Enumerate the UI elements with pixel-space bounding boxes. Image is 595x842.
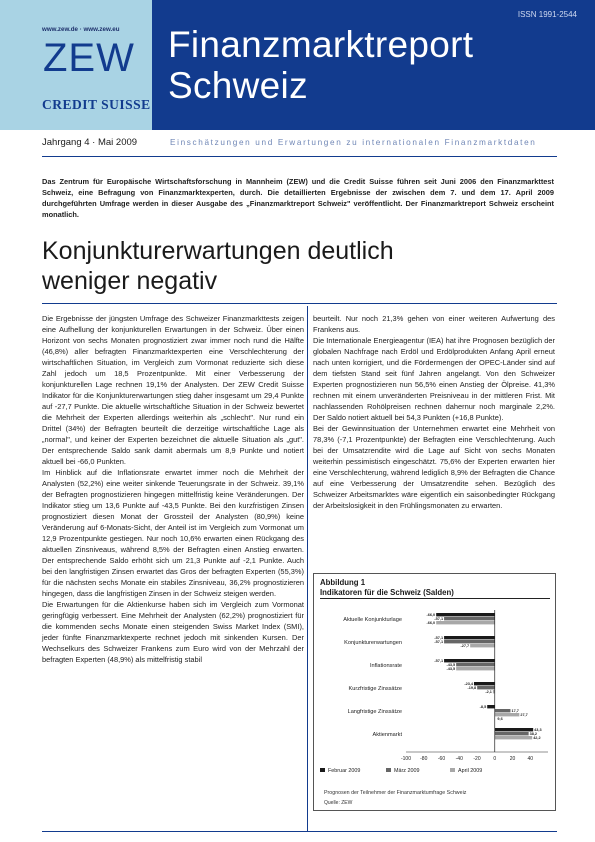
- legend-label: April 2009: [458, 768, 483, 774]
- bar: [487, 705, 495, 708]
- data-label: -27,7: [460, 644, 470, 649]
- bar: [495, 736, 532, 739]
- tagline: Einschätzungen und Erwartungen zu internationalen Finanzmarktdaten: [170, 138, 537, 147]
- data-label: -66,0: [426, 621, 436, 626]
- legend-label: Februar 2009: [328, 768, 361, 774]
- figure-label: Abbildung 1: [320, 578, 366, 587]
- bar: [444, 659, 495, 662]
- paragraph: Im Hinblick auf die Inflationsrate erwartet immer noch die Mehrheit der Analysten (52,2%) eine weiter sinkende Teuerungsrate in der Schweiz. 39,1% der Befragten prognostizieren hingegen mittelfristig keine Veränderungen. Der Indikator stieg um 13,6 Punkte auf -43,5 Punkte. Bei den kurzfristigen Zinsen prognostiziert diesen Monat der Grossteil der Analysten (80,9%) keine Veränderung auf 6-Monats-Sicht, der Anteil ist im Vergleich zum Vormonat um 12,9 Prozentpunkte gestiegen. Nur noch 10,6% erwarten einen Rückgang des aktuellen Zinsniveaus, während 8,5% der Befragten einen Anstieg erwarten. Der entsprechende Saldo erhöht sich um 21,3 Punkte auf -2,1 Punkte. Auch bei den langfristigen Zinsen erwartet das Gros der befragten Experten (55,3%) für die nächsten sechs Monate ein stabiles Zinsniveau, 36,2% prognostizieren hingegen, dass die langfristigen Zinsen in der Schweiz steigen werden.: [42, 468, 304, 598]
- column-divider: [307, 306, 308, 831]
- legend-label: März 2009: [394, 768, 420, 774]
- figure-caption: Prognosen der Teilnehmer der Finanzmarktumfrage Schweiz: [324, 790, 467, 796]
- data-label: -2,1: [485, 690, 492, 695]
- legend-swatch: [320, 768, 325, 772]
- data-label: -66,0: [426, 613, 436, 618]
- data-label: 42,2: [533, 736, 541, 741]
- data-label: 9,6: [497, 717, 503, 721]
- footer-divider: [42, 831, 557, 832]
- data-label: 38,2: [529, 732, 538, 737]
- tick-label: -100: [400, 756, 412, 762]
- report-title: [168, 24, 473, 106]
- intro-paragraph: Das Zentrum für Europäische Wirtschaftsforschung in Mannheim (ZEW) und die Credit Suisse führen seit Juni 2006 den Finanzmarkttest Schweiz, eine Befragung von Finanzmarktexperten, durch. Die detaillierten Ergebnisse der zwischen dem 7. und dem 17. April 2009 durchgeführten Umfrage werden in dieser Ausgabe des „Finanzmarktreport Schweiz" veröffentlicht. Der Finanzmarktreport Schweiz erscheint monatlich.: [42, 177, 554, 219]
- headline-line1: Konjunkturerwartungen deutlich: [42, 237, 394, 265]
- category-label: Aktienmarkt: [372, 732, 402, 738]
- bar: [444, 617, 495, 620]
- bar: [470, 644, 495, 647]
- data-label: 17,7: [511, 709, 519, 714]
- paragraph: Die Ergebnisse der jüngsten Umfrage des Schweizer Finanzmarkttests zeigen eine Aufhellung der konjunkturellen Erwartungen in der Schweiz. Über einen Horizont von sechs Monaten prognostiziert zwar immer noch rund die Hälfte (46,8%) aller befragten Finanzmarktexperten eine Verschlechterung der wirtschaftlichen Situation, im Vergleich zum Vormonat reduzierte sich diese Zahl jedoch um 18,5 Prozentpunkte. Mit einer Verbesserung der konjunkturellen Lage rechnen 19,1% der Analysten. Der ZEW Credit Suisse Indikator für die Konjunkturerwartungen stieg daher insgesamt um 29,4 Punkte auf -27,7 Punkte. Die aktuelle wirtschaftliche Situation in der Schweiz bewertet die Mehrheit der Experten allerdings weiterhin als „schlecht". Nur rund ein Drittel (34%) der Befragten beurteilt die derzeitige wirtschaftliche Lage als „normal", und keiner der Experten bezeichnet die aktuelle Situation als „gut". Der entsprechende Saldo sank damit abermals um 8,9 Punkte und notiert aktuell bei -66,0 Punkten.: [42, 314, 304, 466]
- data-label: -57,1: [434, 640, 444, 645]
- bar: [474, 682, 495, 685]
- data-label: 43,3: [534, 728, 542, 733]
- article-column-right: [313, 313, 555, 511]
- bar: [495, 732, 529, 735]
- website-urls[interactable]: www.zew.de · www.zew.eu: [42, 26, 120, 33]
- article-headline: [42, 236, 502, 296]
- bar: [456, 667, 495, 670]
- bar: [495, 713, 520, 716]
- figure-title-rule: [320, 598, 550, 599]
- bar: [444, 640, 495, 643]
- bar: [456, 663, 495, 666]
- data-label: -57,1: [434, 617, 444, 622]
- paragraph: beurteilt. Nur noch 21,3% gehen von einer weiteren Aufwertung des Frankens aus.: [313, 314, 555, 334]
- data-label: -57,1: [434, 636, 444, 641]
- tick-label: 40: [527, 756, 534, 762]
- data-label: -57,1: [434, 659, 444, 664]
- tick-label: -80: [420, 756, 428, 762]
- bar: [495, 728, 533, 731]
- tick-label: -20: [473, 756, 481, 762]
- data-label: -19,8: [467, 686, 477, 691]
- data-label: 27,7: [520, 713, 528, 718]
- category-label: Inflationsrate: [369, 663, 402, 669]
- report-title-line2: Schweiz: [168, 65, 308, 106]
- bar: [495, 709, 511, 712]
- paragraph: Die Internationale Energieagentur (IEA) hat ihre Prognosen bezüglich der globalen Nachfrage nach Erdöl und Erdölprodukten Anfang April erneut nach unten korrigiert, und die Fördermengen der OPEC-Länder sind auf dem tiefsten Stand seit fünf Jahren angelangt. Von den Schweizer Experten prognostizieren nun 56,5% einen Anstieg der Ölpreise. 41,3% rechnen mit einem unveränderten Preisniveau in der mittleren Frist. Mit nachlassenden Rohölpreisen rechnen dahernur noch marginale 2,2%. Der Saldo notiert aktuell bei 54,3 Punkten (+16,8 Punkte).: [313, 336, 555, 422]
- figure-title: Indikatoren für die Schweiz (Salden): [320, 588, 454, 597]
- category-label: Konjunkturerwartungen: [344, 640, 402, 646]
- header-divider: [42, 156, 557, 157]
- headline-divider: [42, 303, 557, 304]
- credit-suisse-logo: CREDIT SUISSE: [42, 97, 151, 112]
- tick-label: -40: [455, 756, 463, 762]
- figure-source: Quelle: ZEW: [324, 800, 353, 806]
- category-label: Aktuelle Konjunkturlage: [343, 617, 402, 623]
- data-label: -43,5: [446, 667, 456, 672]
- article-column-left: [42, 313, 304, 665]
- figure-header: [320, 578, 550, 598]
- tick-label: 20: [509, 756, 516, 762]
- indicator-chart: [314, 604, 555, 788]
- headline-line2: weniger negativ: [42, 267, 218, 295]
- paragraph: Bei der Gewinnsituation der Unternehmen erwartet eine Mehrheit von 78,3% (-7,1 Prozentpunkte) der Befragten eine Verschlechterung. Auch bei der Umsatzrendite wird die Lage auf Sicht von sechs Monaten weiterhin pessimistisch eingeschätzt. 75,6% der Experten erwarten hier eine Verschlechterung, während lediglich 8,9% der Befragten die Chance auf eine Verbesserung der Umsatzrendite sehen. Bezüglich des Schweizer Arbeitsmarktes wäre eigentlich ein saisonbedingter Rückgang der Arbeitslosigkeit in den Frühlingsmonaten zu erwarten.: [313, 424, 555, 510]
- paragraph: Die Erwartungen für die Aktienkurse haben sich im Vergleich zum Vormonat geringfügig verbessert. Eine Mehrheit der Analysten (62,2%) prognostiziert für die kommenden sechs Monate einen steigenden Swiss Market Index (SMI), jeder fünfte Finanzmarktexperte rechnet jedoch mit sinkenden Kursen. Der Wechselkurs des Schweizer Frankens zum Euro wird von der Mehrzahl der befragten Experten (48,9%) als mittelfristig stabil: [42, 600, 304, 664]
- tick-label: 0: [493, 756, 497, 762]
- data-label: -23,4: [464, 682, 473, 687]
- edition-info: Jahrgang 4 · Mai 2009: [42, 137, 138, 148]
- bar: [436, 613, 495, 616]
- legend-swatch: [386, 768, 391, 772]
- bar: [444, 636, 495, 639]
- data-label: -43,5: [446, 663, 456, 668]
- issn-number: ISSN 1991-2544: [517, 10, 577, 19]
- report-title-line1: Finanzmarktreport: [168, 24, 474, 65]
- category-label: Kurzfristige Zinssätze: [348, 686, 402, 692]
- data-label: -8,5: [479, 705, 487, 710]
- tick-label: -60: [437, 756, 446, 762]
- bar: [436, 621, 495, 624]
- figure-box: [313, 573, 556, 811]
- bar: [477, 686, 495, 689]
- category-label: Langfristige Zinssätze: [347, 709, 402, 715]
- zew-logo: ZEW: [43, 36, 135, 80]
- legend-swatch: [450, 768, 455, 772]
